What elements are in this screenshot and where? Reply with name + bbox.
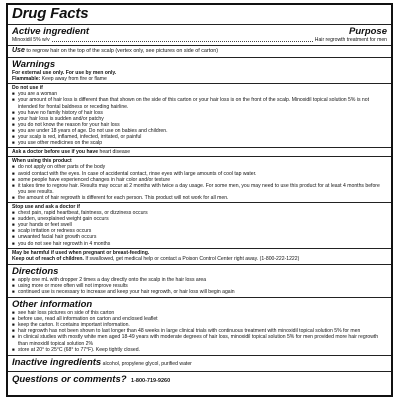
list-item-text: see hair loss pictures on side of this carton <box>18 310 115 317</box>
list-item <box>12 140 387 146</box>
bullet-icon: ■ <box>12 310 15 316</box>
list-item-text: using more or more often will not improve results <box>18 282 128 289</box>
bullet-icon: ■ <box>12 346 15 352</box>
list-item <box>12 97 387 109</box>
flammable-text: Keep away from fire or flame <box>41 76 107 83</box>
stop-use-heading: Stop use and ask a doctor if <box>12 203 80 210</box>
inactive-ingredients-heading: Inactive ingredients <box>12 356 102 368</box>
bullet-icon: ■ <box>12 210 15 216</box>
questions-heading: Questions or comments? <box>12 373 127 385</box>
poison-control-phone: (1-800-222-1222) <box>259 255 300 262</box>
do-not-use-list <box>12 91 387 146</box>
active-ingredient-section <box>8 25 391 46</box>
directions-heading: Directions <box>12 265 59 277</box>
bullet-icon: ■ <box>12 289 15 294</box>
bullet-icon: ■ <box>12 91 15 97</box>
list-item <box>12 241 387 247</box>
use-text: to regrow hair on the top of the scalp (vertex only, see pictures on side of carton) <box>26 48 219 55</box>
bullet-icon: ■ <box>12 127 15 133</box>
ask-doctor-text: heart disease <box>99 149 131 156</box>
when-using-block <box>8 156 391 201</box>
questions-section <box>8 372 391 388</box>
use-heading: Use <box>12 47 25 55</box>
list-item-text: in clinical studies with mostly white men aged 18-49 years with moderate degrees of hair loss, minoxidil topical solution 5% for men provided more hair regrowth than minoxidil topical solution 2% <box>18 334 379 347</box>
flammable-label: Flammable: <box>12 76 41 83</box>
list-item-text: the amount of hair regrowth is different for each person. This product will not work for all men. <box>18 194 229 201</box>
drug-facts-title: Drug Facts <box>12 5 89 22</box>
inactive-ingredients-section <box>8 356 391 372</box>
pregnancy-warning: May be harmful if used when pregnant or breast-feeding. <box>12 249 150 256</box>
list-item-text: you do not see hair regrowth in 4 months <box>18 240 111 247</box>
warnings-heading: Warnings <box>12 59 56 71</box>
bullet-icon: ■ <box>12 322 15 328</box>
when-using-list <box>12 164 387 201</box>
list-item-text: it takes time to regrow hair. Results may occur at 2 months with twice a day usage. For some men, you may need to use this product for at least 4 months before you see results. <box>18 182 380 195</box>
list-item-text: scalp irritation or redness occurs <box>18 228 92 235</box>
ask-doctor-label: Ask a doctor before use if you have <box>12 149 99 156</box>
list-item <box>12 183 387 195</box>
bullet-icon: ■ <box>12 115 15 121</box>
list-item-text: you have no family history of hair loss <box>18 109 103 116</box>
stop-use-list <box>12 210 387 247</box>
list-item-text: some people have experienced changes in hair color and/or texture <box>18 176 171 183</box>
list-item-text: your scalp is red, inflamed, infected, irritated, or painful <box>18 134 142 141</box>
list-item-text: you are under 18 years of age. Do not use on babies and children. <box>18 127 168 134</box>
bullet-icon: ■ <box>12 316 15 322</box>
list-item <box>12 334 387 346</box>
when-using-heading: When using this product <box>12 158 72 165</box>
bullet-icon: ■ <box>12 176 15 182</box>
title-section <box>8 5 391 25</box>
pregnancy-children-block <box>8 248 391 262</box>
purpose-heading: Purpose <box>348 26 387 37</box>
list-item-text: keep the carton. It contains important information. <box>18 322 130 329</box>
bullet-icon: ■ <box>12 194 15 200</box>
bullet-icon: ■ <box>12 140 15 146</box>
purpose-text: Hair regrowth treatment for men <box>314 37 387 43</box>
list-item-text: you do not know the reason for your hair loss <box>18 121 120 128</box>
bullet-icon: ■ <box>12 216 15 222</box>
list-item-text: do not apply on other parts of the body <box>18 164 106 171</box>
list-item-text: you use other medicines on the scalp <box>18 140 103 147</box>
list-item-text: sudden, unexplained weight gain occurs <box>18 216 109 223</box>
other-information-heading: Other information <box>12 299 93 311</box>
directions-list <box>12 277 387 295</box>
bullet-icon: ■ <box>12 134 15 140</box>
bullet-icon: ■ <box>12 164 15 170</box>
list-item-text: store at 20° to 25°C (68° to 77°F). Keep tightly closed. <box>18 346 140 353</box>
do-not-use-heading: Do not use if <box>12 85 43 92</box>
warnings-section <box>8 58 391 265</box>
list-item <box>12 347 387 353</box>
drug-facts-panel <box>6 3 393 397</box>
list-item-text: avoid contact with the eyes. In case of accidental contact, rinse eyes with large amounts of cool tap water. <box>18 170 257 177</box>
list-item-text: before use, read all information on carton and enclosed leaflet <box>18 316 158 323</box>
list-item-text: continued use is necessary to increase and keep your hair regrowth, or hair loss will begin again <box>18 289 235 295</box>
directions-section <box>8 265 391 298</box>
do-not-use-block <box>8 83 391 146</box>
bullet-icon: ■ <box>12 334 15 340</box>
list-item-text: chest pain, rapid heartbeat, faintness, or dizziness occurs <box>18 210 148 217</box>
bullet-icon: ■ <box>12 282 15 288</box>
list-item <box>12 195 387 201</box>
questions-phone: 1-800-719-9260 <box>131 377 171 384</box>
bullet-icon: ■ <box>12 97 15 103</box>
stop-use-block <box>8 202 391 247</box>
list-item-text: your amount of hair loss is different than that shown on the side of this carton or your hair loss is on the front of the scalp. Minoxidil topical solution 5% is not intended for frontal baldness or receding hairline. <box>18 97 369 110</box>
dot-leader <box>52 38 313 42</box>
bullet-icon: ■ <box>12 240 15 246</box>
other-information-list <box>12 310 387 353</box>
list-item-text: apply one mL with dropper 2 times a day directly onto the scalp in the hair loss area <box>18 276 207 283</box>
bullet-icon: ■ <box>12 121 15 127</box>
bullet-icon: ■ <box>12 328 15 334</box>
external-use-warning: For external use only. For use by men only. <box>12 70 117 77</box>
active-ingredient-heading: Active ingredient <box>12 26 90 37</box>
active-ingredient-name: Minoxidil 5% w/v <box>12 37 50 43</box>
bullet-icon: ■ <box>12 228 15 234</box>
list-item-text: your hair loss is sudden and/or patchy <box>18 115 104 122</box>
list-item-text: you are a woman <box>18 91 58 98</box>
bullet-icon: ■ <box>12 170 15 176</box>
ask-doctor-block <box>8 147 391 155</box>
children-text: If swallowed, get medical help or contact a Poison Control Center right away. <box>85 255 259 262</box>
bullet-icon: ■ <box>12 222 15 228</box>
list-item-text: your hands or feet swell <box>18 222 72 229</box>
list-item <box>12 289 387 295</box>
inactive-ingredients-text: alcohol, propylene glycol, purified water <box>102 360 192 367</box>
bullet-icon: ■ <box>12 234 15 240</box>
bullet-icon: ■ <box>12 276 15 282</box>
use-section <box>8 46 391 58</box>
children-label: Keep out of reach of children. <box>12 255 84 262</box>
bullet-icon: ■ <box>12 182 15 188</box>
bullet-icon: ■ <box>12 109 15 115</box>
other-information-section <box>8 298 391 356</box>
list-item-text: hair regrowth has not been shown to last longer than 48 weeks in large clinical trials with continuous treatment with minoxidil topical solution 5% for men <box>18 328 361 335</box>
list-item-text: unwanted facial hair growth occurs <box>18 234 97 241</box>
